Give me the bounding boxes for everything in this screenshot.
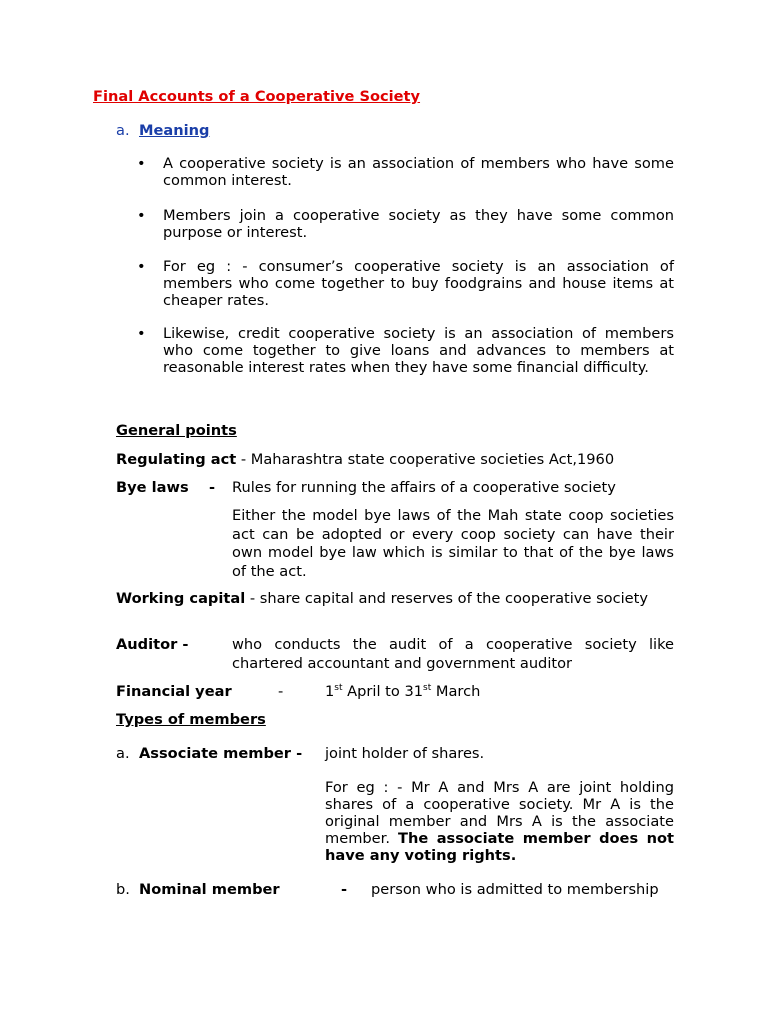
bullet-icon: • bbox=[137, 258, 146, 275]
associate-example: For eg : - Mr A and Mrs A are joint holding shares of a cooperative society. Mr A is the original member and Mrs A is the associate member. bbox=[325, 779, 674, 847]
bullet-icon: • bbox=[137, 155, 146, 172]
meaning-heading: Meaning bbox=[139, 122, 210, 139]
bullet-icon: • bbox=[137, 325, 146, 342]
nominal-marker: b. bbox=[116, 881, 130, 898]
general-points-heading: General points bbox=[116, 422, 237, 439]
bullet-icon: • bbox=[137, 207, 146, 224]
associate-member-label: Associate member - bbox=[139, 745, 303, 762]
working-capital-text: - share capital and reserves of the cooperative society bbox=[245, 590, 649, 607]
working-capital-line bbox=[116, 590, 674, 609]
associate-text-1: joint holder of shares. bbox=[325, 745, 485, 762]
nominal-member-text: person who is admitted to membership bbox=[371, 881, 659, 898]
fy-start-day: 1 bbox=[325, 683, 335, 700]
fy-end: March bbox=[431, 683, 481, 700]
types-of-members-heading: Types of members bbox=[116, 711, 266, 728]
bye-laws-label: Bye laws bbox=[116, 479, 189, 496]
financial-year-value bbox=[325, 683, 480, 700]
bye-laws-text-1: Rules for running the affairs of a cooperative society bbox=[232, 479, 616, 496]
meaning-marker: a. bbox=[116, 122, 130, 139]
auditor-text: who conducts the audit of a cooperative society like chartered accountant and government auditor bbox=[232, 636, 674, 672]
auditor-label: Auditor - bbox=[116, 636, 189, 653]
financial-year-dash: - bbox=[278, 683, 284, 700]
associate-voting-note: The associate member does not have any voting rights. bbox=[325, 830, 674, 864]
working-capital-label: Working capital bbox=[116, 590, 246, 607]
fy-start-suffix: st bbox=[334, 683, 343, 694]
regulating-act-text: - Maharashtra state cooperative societies Act,1960 bbox=[236, 451, 615, 468]
regulating-act-line bbox=[116, 451, 676, 468]
associate-marker: a. bbox=[116, 745, 130, 762]
financial-year-label: Financial year bbox=[116, 683, 232, 700]
fy-mid: April to 31 bbox=[342, 683, 424, 700]
regulating-act-label: Regulating act bbox=[116, 451, 237, 468]
bye-laws-text-2: Either the model bye laws of the Mah state coop societies act can be adopted or every coop society can have their own model bye law which is similar to that of the bye laws of the act. bbox=[232, 507, 674, 581]
page-title: Final Accounts of a Cooperative Society bbox=[93, 88, 421, 105]
fy-end-suffix: st bbox=[423, 683, 432, 694]
bye-laws-dash: - bbox=[209, 479, 216, 496]
bullet-text-1: A cooperative society is an association of members who have some common interest. bbox=[163, 155, 674, 189]
nominal-member-label: Nominal member bbox=[139, 881, 280, 898]
bullet-text-4: Likewise, credit cooperative society is an association of members who come together to give loans and advances to members at reasonable interest rates when they have some financial difficulty. bbox=[163, 325, 674, 376]
associate-text-2 bbox=[325, 779, 674, 864]
bullet-text-2: Members join a cooperative society as they have some common purpose or interest. bbox=[163, 207, 674, 241]
nominal-member-dash: - bbox=[341, 881, 348, 898]
bullet-text-3: For eg : - consumer’s cooperative society is an association of members who come together to buy foodgrains and house items at cheaper rates. bbox=[163, 258, 674, 309]
